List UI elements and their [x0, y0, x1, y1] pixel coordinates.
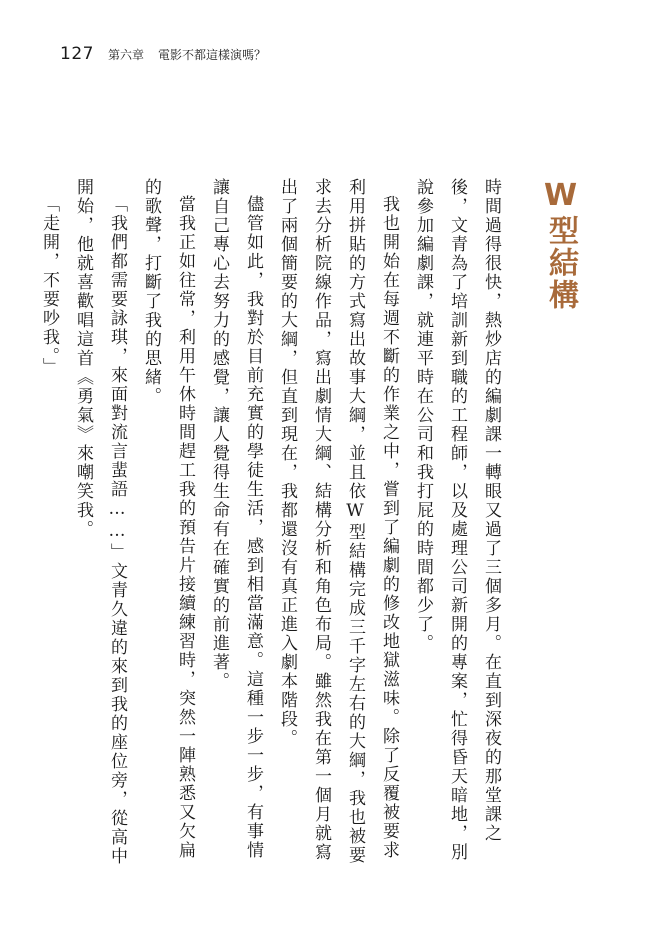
paragraph: 「我們都需要詠琪，來面對流言蜚語……」文青久違的來到我的座位旁，從高中開始，他就喜歡唱這首《勇氣》來嘲笑我。: [73, 178, 127, 866]
paragraph: 「走開，不要吵我。」: [39, 195, 59, 377]
page-number: 127: [60, 44, 94, 64]
paragraph: 當我正如往常，利用午休時間趕工我的預告片接續練習時，突然一陣熟悉又欠扁的歌聲，打斷了我的思緒。: [141, 178, 195, 860]
paragraph: 我也開始在每週不斷的作業之中，嘗到了編劇的修改地獄滋味。除了反覆被要求利用拼貼的方式寫出故事大綱，並且依W型結構完成三千字左右的大綱，我也被要求去分析院線作品，寫出劇情大綱、結構分析和角色布局。雖然我在第一個月就寫出了兩個簡要的大綱，但直到現在，我都還沒有真正進入劇本階段。: [277, 178, 399, 865]
body-text: [39, 178, 508, 878]
paragraph: 時間過得很快，熱炒店的編劇課一轉眼又過了三個多月。在直到深夜的那堂課之後，文青為了培訓新到職的工程師，以及處理公司新開的專案，忙得昏天暗地，別說參加編劇課，就連平時在公司和我打屁的時間都少了。: [413, 178, 501, 862]
chapter-label: 第六章: [107, 48, 144, 62]
chapter-title: 電影不都這樣演嗎？: [157, 48, 266, 62]
page-header: [60, 30, 266, 64]
paragraph: 儘管如此，我對於目前充實的學徒生活，感到相當滿意。這種一步一步，有事情讓自己專心去努力的感覺，讓人覺得生命有在確實的前進著。: [209, 178, 263, 860]
section-title: W型結構: [543, 178, 578, 311]
